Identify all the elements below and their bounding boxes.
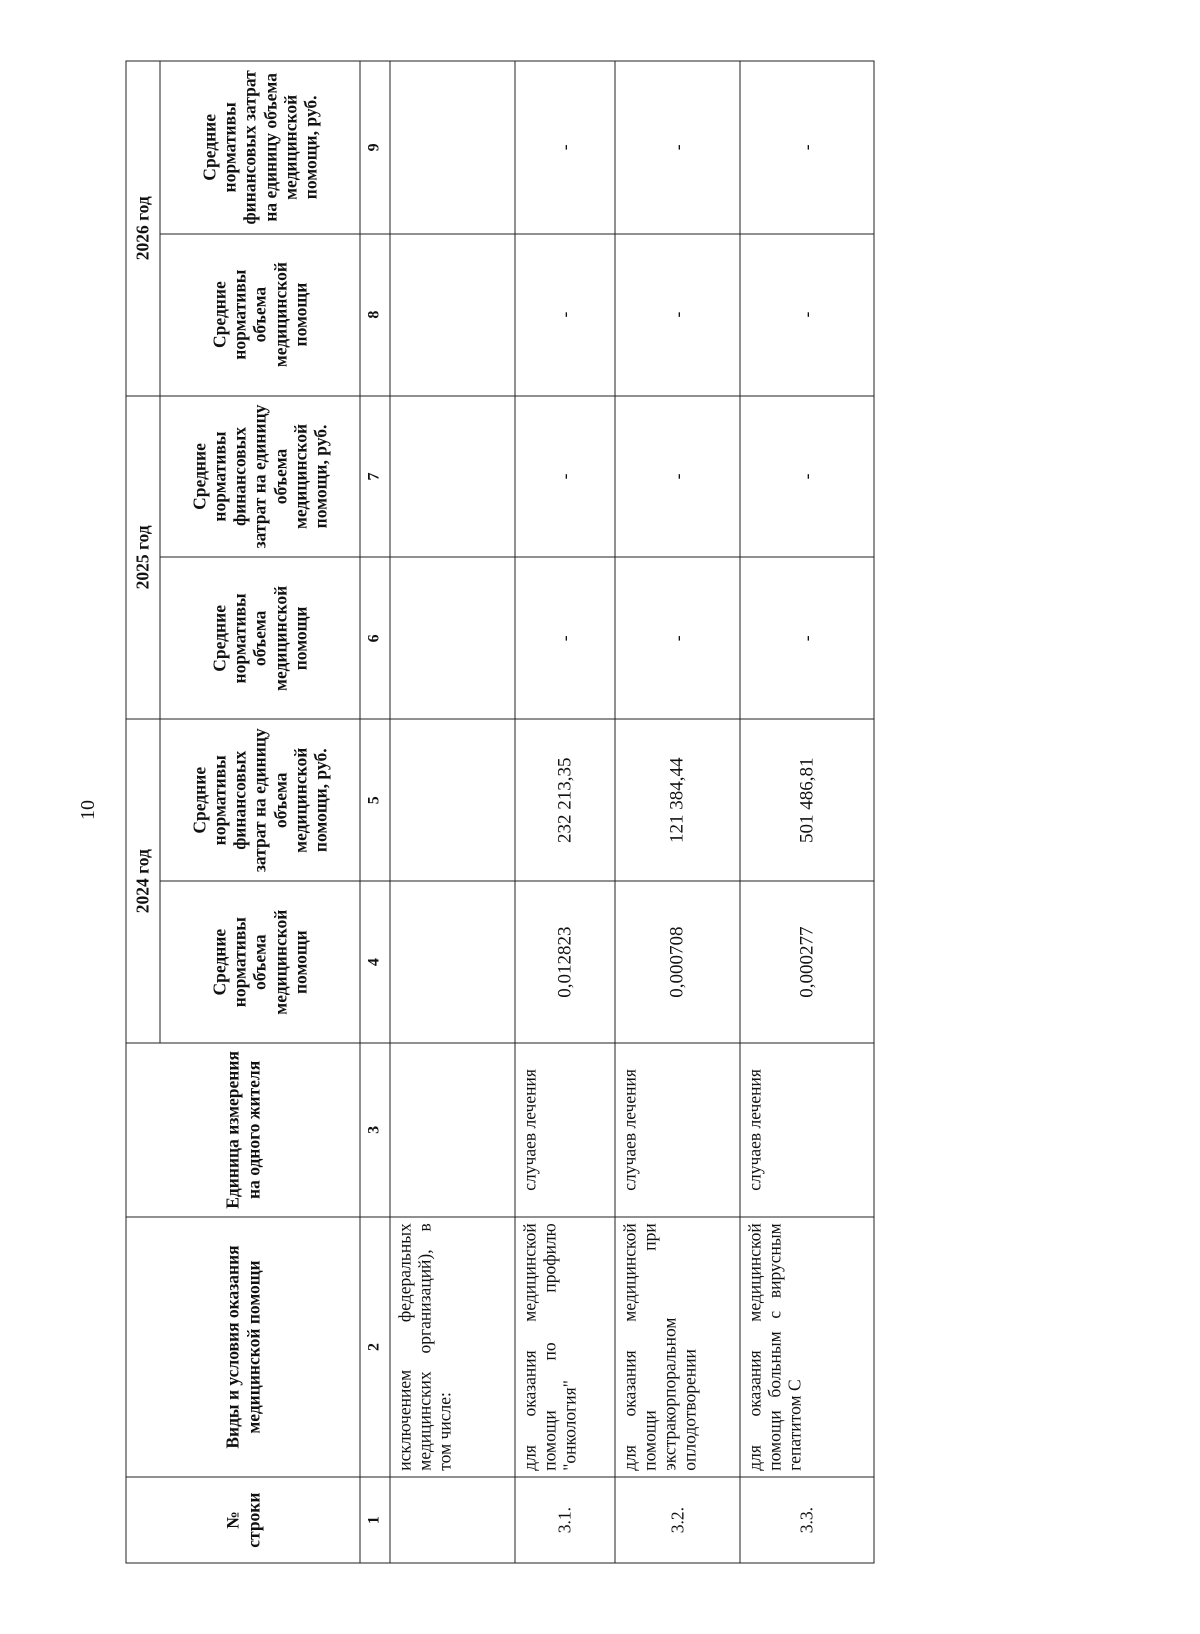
- row-volume-2025: -: [515, 557, 615, 719]
- column-number: 3: [360, 1043, 390, 1217]
- header-cost-2024: Средние нормативы финансовых затрат на единицу объема медицинской помощи, руб.: [160, 719, 360, 881]
- column-number: 4: [360, 881, 390, 1043]
- column-number: 8: [360, 233, 390, 395]
- row-number: [390, 1477, 515, 1563]
- table-row: [615, 61, 740, 1563]
- row-unit: случаев лечения: [515, 1043, 615, 1217]
- row-volume-2024: 0,000277: [740, 881, 874, 1043]
- header-unit: Единица измерения на одного жителя: [126, 1043, 360, 1217]
- column-number: 5: [360, 719, 390, 881]
- row-volume-2025: [390, 557, 515, 719]
- row-cost-2025: -: [615, 395, 740, 557]
- row-volume-2026: -: [515, 233, 615, 395]
- row-volume-2026: -: [615, 233, 740, 395]
- norms-table: [125, 60, 874, 1563]
- row-kind: для оказания медицинской помощи при экстракорпоральном оплодотворении: [615, 1216, 740, 1477]
- row-cost-2026: -: [615, 61, 740, 234]
- header-cost-2025: Средние нормативы финансовых затрат на единицу объема медицинской помощи, руб.: [160, 395, 360, 557]
- row-cost-2025: -: [515, 395, 615, 557]
- table-row: [740, 61, 874, 1563]
- row-volume-2025: -: [740, 557, 874, 719]
- rotated-table-container: [125, 60, 873, 1563]
- row-cost-2026: -: [740, 61, 874, 234]
- row-volume-2025: -: [615, 557, 740, 719]
- row-cost-2026: [390, 61, 515, 234]
- row-kind: исключением федеральных медицинских организаций), в том числе:: [390, 1216, 515, 1477]
- row-number: 3.3.: [740, 1477, 874, 1563]
- column-number: 9: [360, 61, 390, 234]
- header-volume-2025: Средние нормативы объема медицинской помощи: [160, 557, 360, 719]
- table-row: [390, 61, 515, 1563]
- row-unit: случаев лечения: [615, 1043, 740, 1217]
- row-cost-2025: [390, 395, 515, 557]
- column-number: 1: [360, 1477, 390, 1563]
- row-cost-2026: -: [515, 61, 615, 234]
- row-volume-2026: [390, 233, 515, 395]
- table-row: [515, 61, 615, 1563]
- column-number: 6: [360, 557, 390, 719]
- header-kind: Виды и условия оказания медицинской помощи: [126, 1216, 360, 1477]
- header-volume-2026: Средние нормативы объема медицинской помощи: [160, 233, 360, 395]
- header-row-no: № строки: [126, 1477, 360, 1563]
- row-cost-2025: -: [740, 395, 874, 557]
- page-number: 10: [77, 800, 99, 820]
- row-cost-2024: 121 384,44: [615, 719, 740, 881]
- row-number: 3.1.: [515, 1477, 615, 1563]
- header-year-2026: 2026 год: [126, 61, 160, 396]
- row-volume-2024: 0,012823: [515, 881, 615, 1043]
- row-cost-2024: 232 213,35: [515, 719, 615, 881]
- row-kind: для оказания медицинской помощи больным с вирусным гепатитом С: [740, 1216, 874, 1477]
- row-volume-2024: 0,000708: [615, 881, 740, 1043]
- row-cost-2024: 501 486,81: [740, 719, 874, 881]
- row-kind: для оказания медицинской помощи по профилю "онкология": [515, 1216, 615, 1477]
- header-year-2025: 2025 год: [126, 395, 160, 719]
- row-cost-2024: [390, 719, 515, 881]
- header-volume-2024: Средние нормативы объема медицинской помощи: [160, 881, 360, 1043]
- header-cost-2026: Средние нормативы финансовых затрат на единицу объема медицинской помощи, руб.: [160, 61, 360, 234]
- row-unit: случаев лечения: [740, 1043, 874, 1217]
- row-volume-2024: [390, 881, 515, 1043]
- row-number: 3.2.: [615, 1477, 740, 1563]
- column-number: 7: [360, 395, 390, 557]
- column-number: 2: [360, 1216, 390, 1477]
- header-year-2024: 2024 год: [126, 719, 160, 1043]
- row-volume-2026: -: [740, 233, 874, 395]
- row-unit: [390, 1043, 515, 1217]
